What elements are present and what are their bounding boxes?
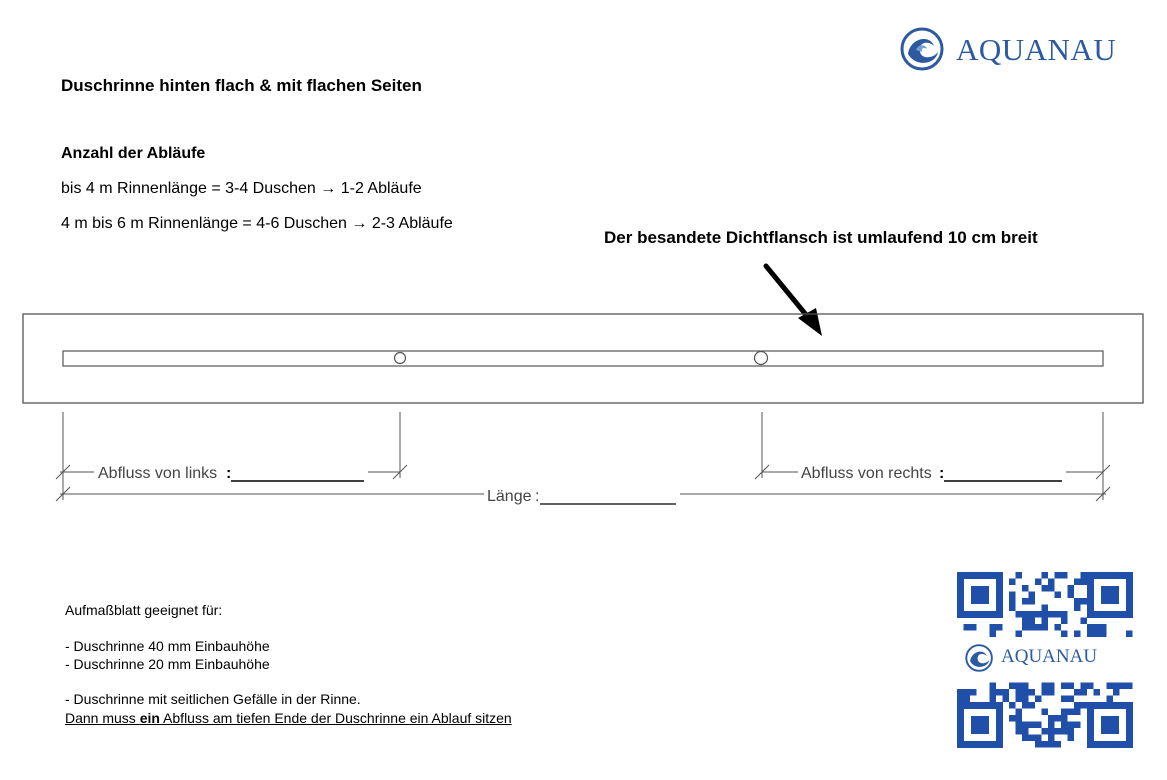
extension-lines bbox=[63, 412, 1103, 500]
page-title: Duschrinne hinten flach & mit flachen Seiten bbox=[61, 76, 422, 95]
dim-length-label: Länge bbox=[487, 488, 532, 505]
brand-logo bbox=[900, 26, 1125, 72]
footer-item-2: - Duschrinne 20 mm Einbauhöhe bbox=[65, 656, 270, 672]
dim-length bbox=[56, 487, 1110, 501]
footer-note-pre: Dann muss bbox=[65, 710, 140, 726]
dim-left-label: Abfluss von links bbox=[98, 465, 218, 482]
footer-item-3: - Duschrinne mit seitlichen Gefälle in der Rinne. bbox=[65, 691, 361, 707]
channel-outline bbox=[63, 351, 1103, 366]
drain-hole-left bbox=[395, 353, 406, 364]
flange-outline bbox=[23, 314, 1143, 403]
drain-rule-2: 4 m bis 6 m Rinnenlänge = 4-6 Duschen → 2-3 Abläufe bbox=[61, 215, 453, 232]
footer-intro: Aufmaßblatt geeignet für: bbox=[65, 602, 223, 618]
footer-note bbox=[65, 710, 512, 726]
channel-drawing bbox=[0, 250, 1167, 520]
wave-icon bbox=[900, 26, 950, 72]
footer-item-1: - Duschrinne 40 mm Einbauhöhe bbox=[65, 638, 270, 654]
arrow-icon bbox=[766, 266, 822, 336]
dim-length-colon: : bbox=[535, 488, 540, 505]
footer-note-post: Abfluss am tiefen Ende der Duschrinne ein Ablauf sitzen bbox=[159, 710, 512, 726]
footer-note-bold: ein bbox=[139, 710, 160, 726]
dim-left-colon: : bbox=[226, 465, 232, 482]
flange-note: Der besandete Dichtflansch ist umlaufend 10 cm breit bbox=[604, 228, 1038, 247]
qr-code[interactable] bbox=[955, 570, 1135, 750]
drain-hole-right bbox=[755, 352, 768, 365]
qr-logo-text: AQUANAU bbox=[1001, 646, 1098, 667]
dim-right-label: Abfluss von rechts bbox=[801, 465, 932, 482]
drains-heading: Anzahl der Abläufe bbox=[61, 145, 206, 162]
qr-logo bbox=[953, 640, 1137, 676]
dim-right-colon: : bbox=[939, 465, 945, 482]
brand-name: AQUANAU bbox=[956, 32, 1117, 67]
drain-rule-1: bis 4 m Rinnenlänge = 3-4 Duschen → 1-2 Abläufe bbox=[61, 180, 422, 197]
wave-icon bbox=[965, 642, 997, 674]
